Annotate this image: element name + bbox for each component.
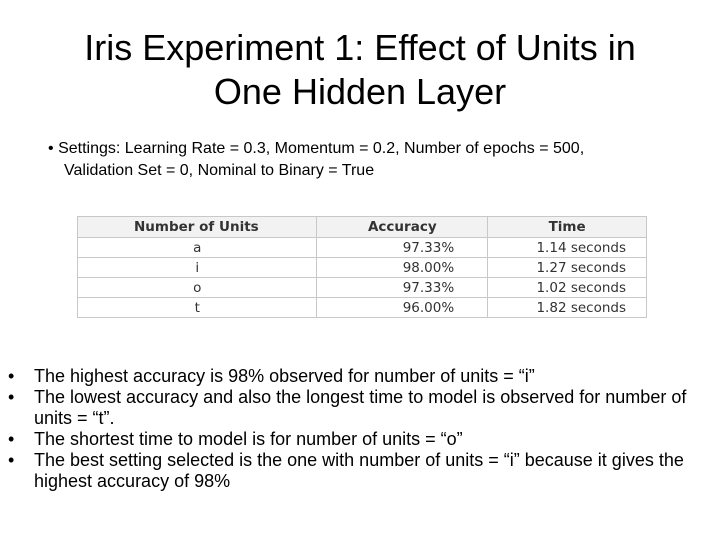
results-table: [77, 216, 647, 318]
header-accuracy: Accuracy: [317, 217, 488, 238]
table-header-row: [78, 217, 647, 238]
cell-units: t: [78, 298, 317, 318]
cell-accuracy: 98.00%: [317, 258, 488, 278]
list-item: [8, 387, 708, 429]
cell-accuracy: 97.33%: [317, 238, 488, 258]
finding-text: The lowest accuracy and also the longest time to model is observed for number of units = “t”.: [34, 387, 687, 428]
table-row: [78, 238, 647, 258]
list-item: [8, 429, 708, 450]
bullet: •: [8, 387, 15, 407]
settings-line2: Validation Set = 0, Nominal to Binary = True: [64, 162, 375, 179]
header-time: Time: [488, 217, 647, 238]
cell-accuracy: 96.00%: [317, 298, 488, 318]
table-row: [78, 278, 647, 298]
cell-units: a: [78, 238, 317, 258]
list-item: [8, 366, 708, 387]
findings-list: [8, 366, 708, 492]
table-row: [78, 298, 647, 318]
slide-title-line1: Iris Experiment 1: Effect of Units in: [84, 27, 636, 68]
finding-text: The best setting selected is the one with number of units = “i” because it gives the highest accuracy of 98%: [34, 450, 684, 491]
header-number-of-units: Number of Units: [78, 217, 317, 238]
table-row: [78, 258, 647, 278]
list-item: [8, 450, 708, 492]
bullet: •: [8, 366, 15, 386]
cell-units: i: [78, 258, 317, 278]
settings-line1: [48, 138, 688, 160]
settings-line1-text: Settings: Learning Rate = 0.3, Momentum = 0.2, Number of epochs = 500,: [58, 140, 585, 157]
cell-time: 1.27 seconds: [488, 258, 647, 278]
settings-bullet: •: [48, 140, 54, 157]
cell-time: 1.82 seconds: [488, 298, 647, 318]
bullet: •: [8, 450, 15, 470]
cell-time: 1.02 seconds: [488, 278, 647, 298]
cell-units: o: [78, 278, 317, 298]
settings-paragraph: [48, 138, 688, 182]
cell-accuracy: 97.33%: [317, 278, 488, 298]
cell-time: 1.14 seconds: [488, 238, 647, 258]
slide-title: [0, 26, 720, 114]
bullet: •: [8, 429, 15, 449]
slide-title-line2: One Hidden Layer: [213, 71, 507, 112]
finding-text: The shortest time to model is for number of units = “o”: [34, 429, 463, 449]
finding-text: The highest accuracy is 98% observed for number of units = “i”: [34, 366, 535, 386]
